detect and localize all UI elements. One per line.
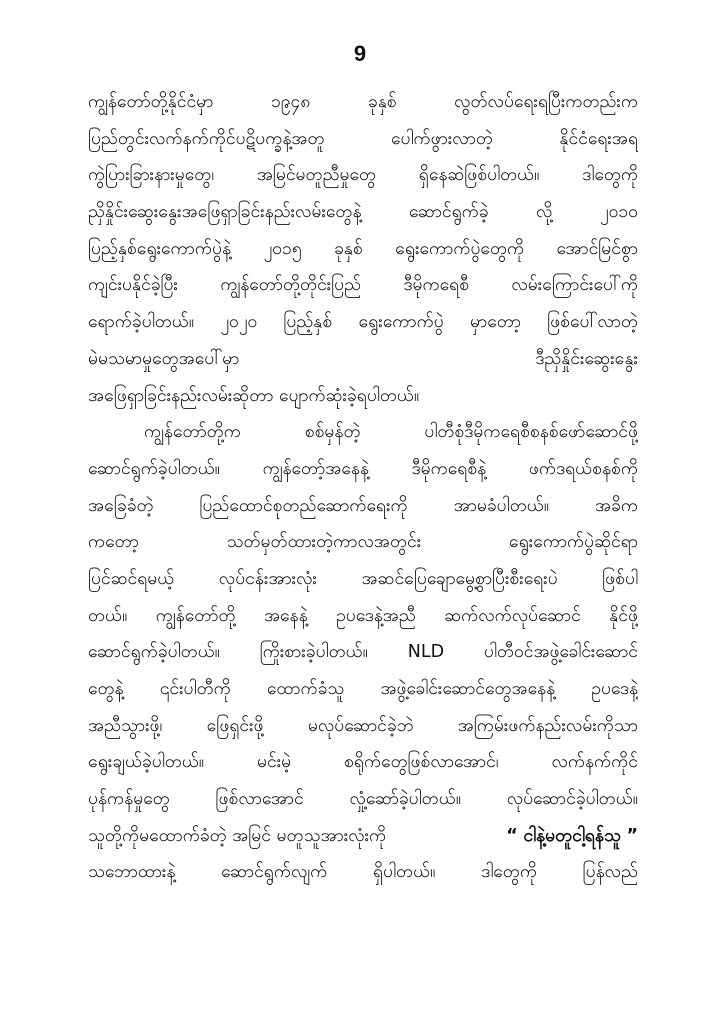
text-line: ပုန်ကန်မှုတွေ ဖြစ်လာအောင် လှုံ့ဆော်ခဲ့ပါတယ်။ လုပ်ဆောင်ခဲ့ပါတယ်။ (88, 789, 638, 810)
text-line-right: ဒီညှိနှိုင်းဆွေးနွေး (535, 348, 638, 369)
quoted-text: ငါနဲ့မတူငါ့ရန်သူ (523, 825, 621, 846)
text-line: ပြည်တွင်းလက်နက်ကိုင်ပဋိပက္ခနဲ့အတူ ပေါက်ဖွားလာတဲ့ နိုင်ငံရေးအရ (88, 128, 638, 149)
text-line: ရောက်ခဲ့ပါတယ်။ ၂၀၂၀ ပြည့်နှစ် ရွေးကောက်ပွဲ မှာတော့ ဖြစ်ပေါ်လာတဲ့ (88, 312, 638, 333)
text-line: သဘောထားနဲ့ ဆောင်ရွက်လျက် ရှိပါတယ်။ ဒါတွေကို ပြန်လည် (88, 862, 638, 883)
text-line: ရွေးချယ်ခဲ့ပါတယ်။ မင်းမဲ့ စရိုက်တွေဖြစ်လာအောင်၊ လက်နက်ကိုင် (88, 752, 638, 773)
text-line-with-quote (88, 818, 638, 855)
text-line: ပြင်ဆင်ရမယ့် လုပ်ငန်းအားလုံး အဆင်ပြေချောမွေ့စွာပြီးစီးရေးပဲ ဖြစ်ပါ (88, 568, 638, 589)
text-line: ဆောင်ရွက်ခဲ့ပါတယ်။ ကျွန်တော့်အနေနဲ့ ဒီမိုကရေစီနဲ့ ဖက်ဒရယ်စနစ်ကို (88, 458, 638, 479)
text-line: ညှိနှိုင်းဆွေးနွေးအဖြေရှာခြင်းနည်းလမ်းတွေနဲ့ ဆောင်ရွက်ခဲ့ လို့ ၂၀၁၀ (88, 202, 638, 223)
text-line-indented: ကျွန်တော်တို့က စစ်မှန်တဲ့ ပါတီစုံဒီမိုကရေစီစနစ်ဖော်ဆောင်ဖို့ (144, 422, 638, 443)
text-line-left: မဲမသမာမှုတွေအပေါ်မှာ (88, 348, 240, 369)
quoted-phrase (506, 818, 638, 855)
text-line: ပြည့်နှစ်ရွေးကောက်ပွဲနဲ့ ၂၀၁၅ ခုနှစ် ရွေးကောက်ပွဲတွေကို အောင်မြင်စွာ (88, 238, 638, 259)
quote-line-prefix: သူတို့ကိုမထောက်ခံတဲ့ အမြင် မတူသူအားလုံးကို (88, 825, 387, 846)
text-line: ဆောင်ရွက်ခဲ့ပါတယ်။ ကြိုးစားခဲ့ပါတယ်။ NLD ပါတီဝင်အဖွဲ့ခေါင်းဆောင် (88, 642, 638, 663)
body-text (88, 84, 638, 891)
paragraph-1 (88, 84, 638, 414)
text-line: တယ်။ ကျွန်တော်တို့ အနေနဲ့ ဥပဒေနဲ့အညီ ဆက်လက်လုပ်ဆောင် နိုင်ဖို့ (88, 605, 638, 626)
text-line: အခြေခံတဲ့ ပြည်ထောင်စုတည်ဆောက်ရေးကို အာမခံပါတယ်။ အခိက (88, 495, 638, 516)
paragraph-2 (88, 414, 638, 891)
text-line-last: အဖြေရှာခြင်းနည်းလမ်းဆိုတာ ပျောက်ဆုံးခဲ့ရပါတယ်။ (88, 385, 420, 406)
text-line: ကျင်းပနိုင်ခဲ့ပြီး ကျွန်တော်တို့တိုင်းပြည် ဒီမိုကရေစီ လမ်းကြောင်းပေါ်ကို (88, 275, 638, 296)
text-line: ကွဲပြားခြားနားမှုတွေ၊ အမြင်မတူညီမှုတွေ ရှိနေဆဲဖြစ်ပါတယ်။ ဒါတွေကို (88, 165, 638, 186)
text-line-split (88, 341, 638, 378)
open-quote: “ (506, 825, 518, 846)
close-quote: ” (626, 825, 638, 846)
text-line: ကျွန်တော်တို့နိုင်ငံမှာ ၁၉၄၈ ခုနှစ် လွတ်လပ်ရေးရပြီးကတည်းက (88, 92, 638, 112)
text-line: ကတော့ သတ်မှတ်ထားတဲ့ကာလအတွင်း ရွေးကောက်ပွဲဆိုင်ရာ (88, 532, 638, 553)
page-number: 9 (353, 41, 367, 66)
text-line: တွေနဲ့ ၎င်းပါတီကို ထောက်ခံသူ အဖွဲ့ခေါင်းဆောင်တွေအနေနဲ့ ဥပဒေနဲ့ (88, 679, 638, 699)
text-line: အညီသွားဖို့၊ ဖြေရှင်းဖို့ မလုပ်ဆောင်ခဲ့ဘဲ အကြမ်းဖက်နည်းလမ်းကိုသာ (88, 715, 638, 736)
